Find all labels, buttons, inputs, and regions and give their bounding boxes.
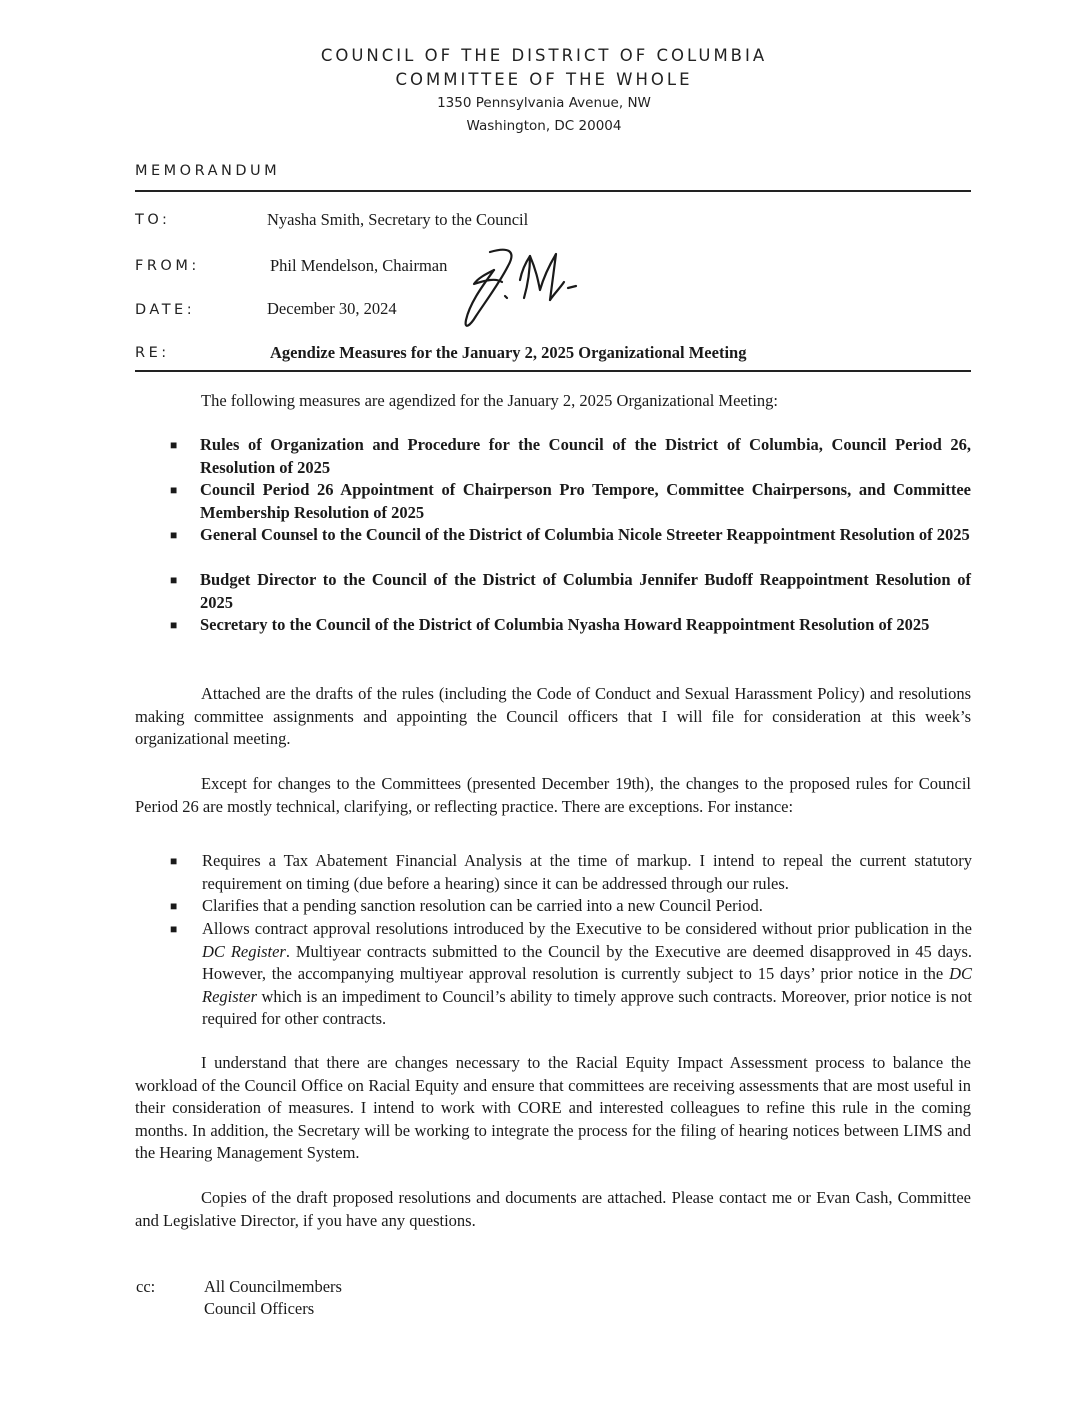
bullet-icon: ■ — [170, 618, 178, 632]
dc-register-title: DC Register — [202, 964, 972, 1006]
bullet-icon: ■ — [170, 899, 178, 913]
change-item: Clarifies that a pending sanction resolution can be carried into a new Council Period. — [202, 896, 763, 915]
letterhead-address-line1: 1350 Pennsylvania Avenue, NW — [437, 95, 651, 111]
date-value: December 30, 2024 — [267, 299, 397, 318]
change-item: Requires a Tax Abatement Financial Analysis at the time of markup. I intend to repeal the current statutory requirement on timing (due before a hearing) since it can be addressed through our rules. — [202, 851, 972, 893]
paragraph-attached-text: Attached are the drafts of the rules (including the Code of Conduct and Sexual Harassment Policy) and resolutions making committee assignments and appointing the Council officers that I will file for consideration at this week’s organizational meeting. — [135, 684, 971, 748]
letterhead-org-line2: COMMITTEE OF THE WHOLE — [395, 70, 693, 89]
memorandum-label: MEMORANDUM — [135, 163, 281, 179]
paragraph-copies-text: Copies of the draft proposed resolutions and documents are attached. Please contact me or Evan Cash, Committee and Legislative Director, if you have any questions. — [135, 1188, 971, 1230]
paragraph-except — [135, 773, 971, 818]
intro-text: The following measures are agendized for the January 2, 2025 Organizational Meeting: — [201, 391, 779, 410]
paragraph-copies — [135, 1187, 971, 1232]
bullet-icon: ■ — [170, 573, 178, 587]
change-item-text: Allows contract approval resolutions introduced by the Executive to be considered without prior publication in the — [202, 919, 972, 938]
from-value: Phil Mendelson, Chairman — [270, 256, 448, 275]
paragraph-except-text: Except for changes to the Committees (presented December 19th), the changes to the proposed rules for Council Period 26 are mostly technical, clarifying, or reflecting practice. There are exceptions. For instance: — [135, 774, 971, 816]
measure-item: General Counsel to the Council of the District of Columbia Nicole Streeter Reappointment Resolution of 2025 — [200, 525, 970, 544]
cc-recipient: All Councilmembers — [204, 1277, 342, 1296]
to-value: Nyasha Smith, Secretary to the Council — [267, 210, 529, 229]
paragraph-understand-text: I understand that there are changes necessary to the Racial Equity Impact Assessment process to balance the workload of the Council Office on Racial Equity and ensure that committees are receiving assessments that are most useful in their consideration of measures. I intend to work with CORE and interested colleagues to refine this rule in the coming months. In addition, the Secretary will be working to integrate the process for the filing of hearing notices between LIMS and the Hearing Management System. — [135, 1053, 971, 1162]
measure-item: Rules of Organization and Procedure for the Council of the District of Columbia, Council Period 26, Resolution of 2025 — [200, 435, 971, 477]
change-item — [202, 918, 972, 1031]
bullet-icon: ■ — [170, 528, 178, 542]
signature-initials — [450, 240, 600, 332]
re-value: Agendize Measures for the January 2, 2025 Organizational Meeting — [270, 343, 747, 362]
measure-item: Council Period 26 Appointment of Chairperson Pro Tempore, Committee Chairpersons, and Committee Membership Resolution of 2025 — [200, 480, 971, 522]
change-item-text: which is an impediment to Council’s ability to timely approve such contracts. Moreover, prior notice is not required for other contracts. — [202, 986, 972, 1028]
cc-recipient: Council Officers — [204, 1299, 315, 1318]
bullet-icon: ■ — [170, 922, 178, 936]
change-item-text: . Multiyear contracts submitted to the Council by the Executive are deemed disapproved in 45 days. However, the accompanying multiyear approval resolution is currently subject to 15 days’ prior notice in the — [202, 941, 972, 983]
letterhead-address-line2: Washington, DC 20004 — [466, 118, 622, 134]
header-rule-top — [135, 190, 971, 192]
bullet-icon: ■ — [170, 854, 178, 868]
measure-item: Secretary to the Council of the District of Columbia Nyasha Howard Reappointment Resolution of 2025 — [200, 615, 930, 634]
dc-register-title: DC Register — [202, 941, 286, 961]
measure-item: Budget Director to the Council of the District of Columbia Jennifer Budoff Reappointment Resolution of 2025 — [200, 570, 971, 612]
letterhead — [0, 44, 1088, 138]
date-label: DATE: — [135, 302, 196, 318]
paragraph-attached — [135, 683, 971, 751]
cc-label: cc: — [136, 1277, 156, 1296]
to-label: TO: — [135, 212, 171, 228]
paragraph-understand — [135, 1052, 971, 1165]
header-rule-bottom — [135, 370, 971, 372]
bullet-icon: ■ — [170, 483, 178, 497]
from-label: FROM: — [135, 258, 200, 274]
bullet-icon: ■ — [170, 438, 178, 452]
letterhead-org-line1: COUNCIL OF THE DISTRICT OF COLUMBIA — [320, 46, 768, 65]
re-label: RE: — [135, 345, 170, 361]
